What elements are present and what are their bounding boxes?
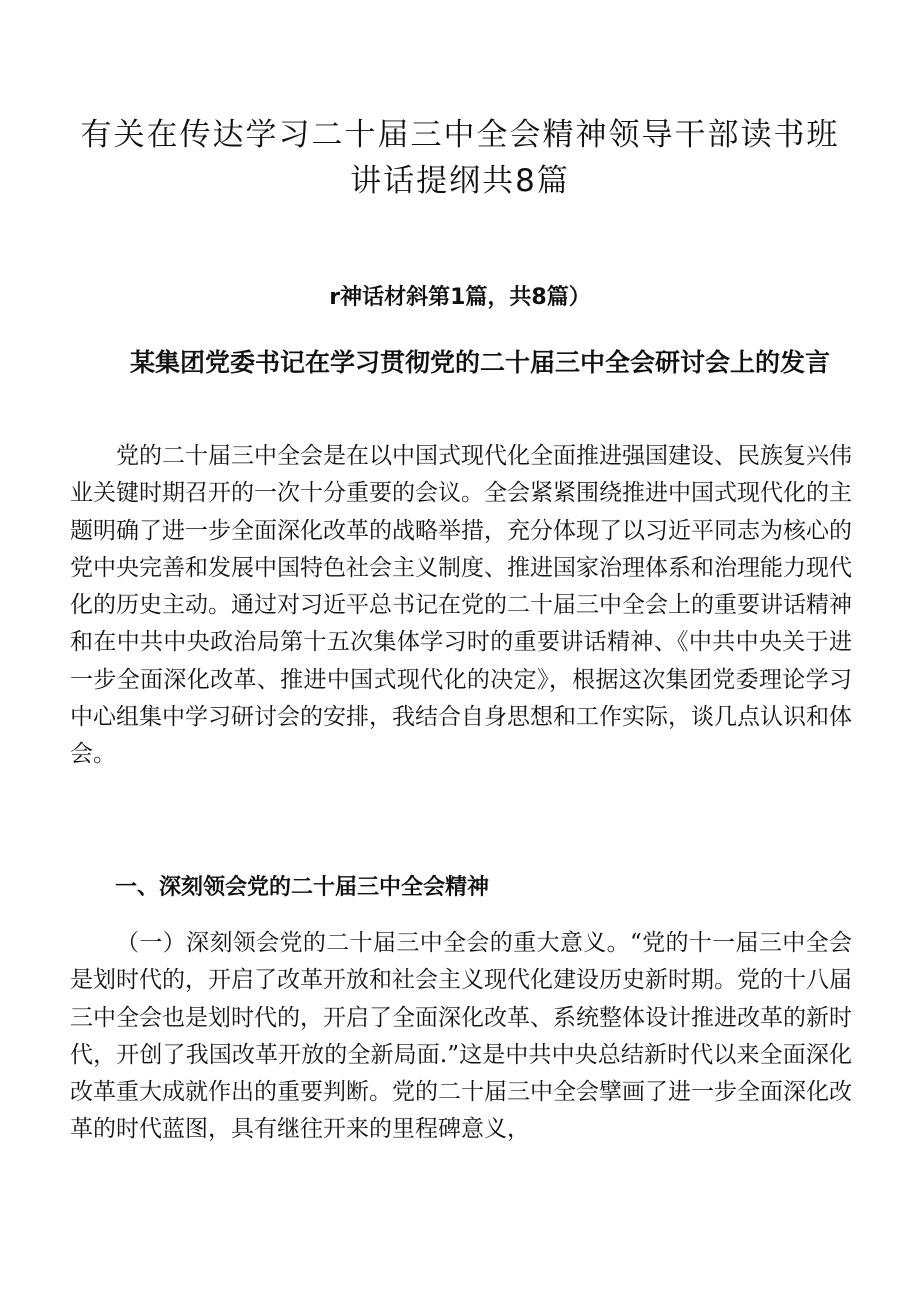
speech-title: 某集团党委书记在学习贯彻党的二十届三中全会研讨会上的发言 xyxy=(129,348,830,377)
subsection-paragraph-1: （一）深刻领会党的二十届三中全会的重大意义。“党的十一届三中全会是划时代的，开启了改革开放和社会主义现代化建设历史新时期。党的十八届三中全会也是划时代的，开启了全面深化改革、系统整体设计推进改革的新时代，开创了我国改革开放的全新局面.”这是中共中央总结新时代以来全面深化改革重大成就作出的重要判断。党的二十届三中全会擘画了进一步全面深化改革的时代蓝图，具有继往开来的里程碑意义， xyxy=(70,930,852,1143)
section-label: r神话材斜第1篇，共8篇） xyxy=(329,285,591,310)
intro-paragraph: 党的二十届三中全会是在以中国式现代化全面推进强国建设、民族复兴伟业关键时期召开的一次十分重要的会议。全会紧紧围绕推进中国式现代化的主题明确了进一步全面深化改革的战略举措，充分体现了以习近平同志为核心的党中央完善和发展中国特色社会主义制度、推进国家治理体系和治理能力现代化的历史主动。通过对习近平总书记在党的二十届三中全会上的重要讲话精神和在中共中央政治局第十五次集体学习时的重要讲话精神、《中共中央关于进一步全面深化改革、推进中国式现代化的决定》，根据这次集团党委理论学习中心组集中学习研讨会的安排，我结合自身思想和工作实际，谈几点认识和体会。 xyxy=(70,443,852,768)
section-heading-1: 一、深刻领会党的二十届三中全会精神 xyxy=(115,875,490,900)
document-title: 有关在传达学习二十届三中全会精神领导干部读书班讲话提纲共8篇 xyxy=(80,117,840,199)
